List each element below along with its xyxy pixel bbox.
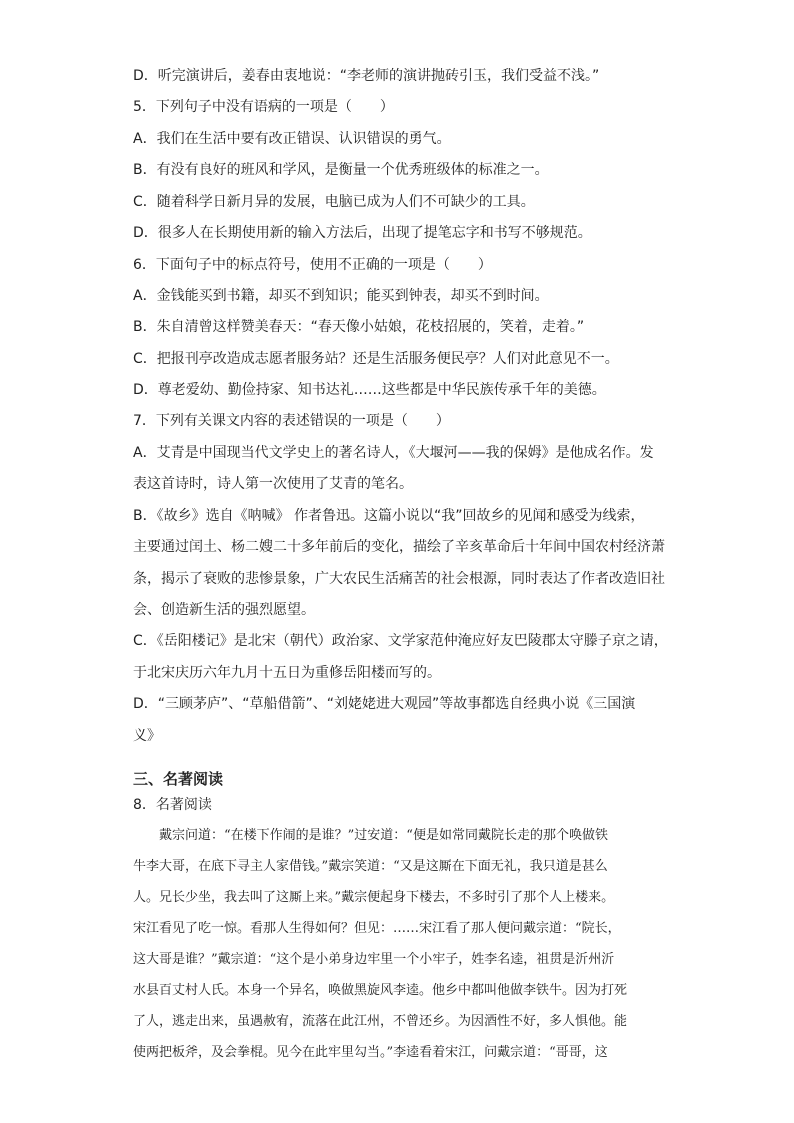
option-line: B．有没有良好的班风和学风，是衡量一个优秀班级体的标准之一。 — [133, 162, 549, 178]
option-line: D．“三顾茅庐”、“草船借箭”、“刘姥姥进大观园”等故事都选自经典小说《三国演 — [133, 696, 636, 712]
passage-line: 使两把板斧，及会拳棍。见今在此牢里勾当。”李逵看着宋江，问戴宗道：“哥哥，这 — [133, 1045, 608, 1060]
passage-line: 戴宗问道：“在楼下作闹的是谁？”过安道：“便是如常同戴院长走的那个唤做铁 — [133, 828, 608, 843]
question-line: 7．下列有关课文内容的表述错误的一项是（ ） — [133, 413, 450, 429]
passage-line: 宋江看见了吃一惊。看那人生得如何？但见：……宋江看了那人便问戴宗道：“院长， — [133, 921, 621, 936]
option-line: 条，揭示了衰败的悲惨景象，广大农民生活痛苦的社会根源，同时表达了作者改造旧社 — [133, 571, 665, 587]
option-line: C．《岳阳楼记》是北宋（朝代）政治家、文学家范仲淹应好友巴陵郡太守滕子京之请， — [133, 633, 668, 649]
option-line: 义》 — [133, 728, 161, 744]
option-line: 主要通过闰土、杨二嫂二十多年前后的变化，描绘了辛亥革命后十年间中国农村经济萧 — [133, 539, 665, 555]
section-title: 三、名著阅读 — [133, 770, 224, 788]
option-line: B．《故乡》选自《呐喊》 作者鲁迅。这篇小说以“我”回故乡的见闻和感受为线索， — [133, 508, 645, 524]
question-line: 5．下列句子中没有语病的一项是（ ） — [133, 99, 394, 115]
passage-line: 水县百丈村人氏。本身一个异名，唤做黑旋风李逵。他乡中都叫他做李铁牛。因为打死 — [133, 983, 628, 998]
option-line: D．很多人在长期使用新的输入方法后，出现了提笔忘字和书写不够规范。 — [133, 225, 592, 241]
option-line: A．我们在生活中要有改正错误、认识错误的勇气。 — [133, 131, 451, 147]
passage-line: 了人，逃走出来，虽遇赦宥，流落在此江州，不曾还乡。为因酒性不好，多人惧他。能 — [133, 1014, 628, 1029]
passage-line: 人。兄长少坐，我去叫了这厮上来。”戴宗便起身下楼去，不多时引了那个人上楼来。 — [133, 890, 615, 905]
option-line: 表这首诗时，诗人第一次使用了艾青的笔名。 — [133, 476, 413, 492]
passage-line: 这大哥是谁？”戴宗道：“这个是小弟身边牢里一个小牢子，姓李名逵，祖贯是沂州沂 — [133, 952, 615, 967]
passage-line: 牛李大哥，在底下寻主人家借钱。”戴宗笑道：“又是这厮在下面无礼，我只道是甚么 — [133, 859, 608, 874]
option-line: C．随着科学日新月异的发展，电脑已成为人们不可缺少的工具。 — [133, 194, 535, 210]
option-line: A．艾青是中国现当代文学史上的著名诗人，《大堰河——我的保姆》是他成名作。发 — [133, 445, 654, 461]
question-title: 8．名著阅读 — [133, 797, 212, 813]
option-line: B．朱自清曾这样赞美春天：“春天像小姑娘，花枝招展的，笑着，走着。” — [133, 319, 585, 335]
question-line: 6．下面句子中的标点符号，使用不正确的一项是（ ） — [133, 257, 492, 273]
option-line: D．听完演讲后，姜春由衷地说：“李老师的演讲抛砖引玉，我们受益不浅。” — [133, 68, 600, 84]
option-line: A．金钱能买到书籍，却买不到知识；能买到钟表，却买不到时间。 — [133, 288, 549, 304]
option-line: D．尊老爱幼、勤俭持家、知书达礼……这些都是中华民族传承千年的美德。 — [133, 382, 606, 398]
option-line: 会、创造新生活的强烈愿望。 — [133, 602, 315, 618]
option-line: 于北宋庆历六年九月十五日为重修岳阳楼而写的。 — [133, 665, 441, 681]
option-line: C．把报刊亭改造成志愿者服务站？还是生活服务便民亭？人们对此意见不一。 — [133, 351, 619, 367]
